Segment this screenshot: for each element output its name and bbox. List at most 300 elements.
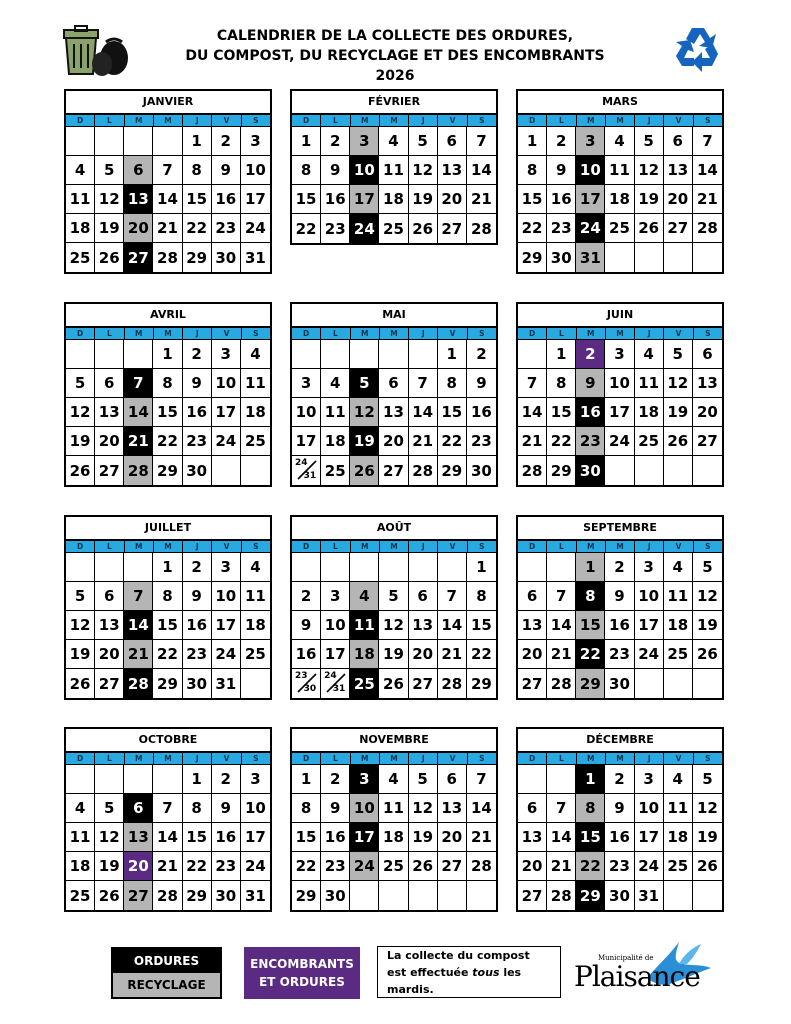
day-cell: 20: [438, 823, 467, 852]
day-cell: 3: [350, 765, 379, 794]
page-title: [170, 26, 620, 86]
weekday-label: L: [321, 328, 350, 339]
day-cell: 2: [292, 582, 321, 611]
day-cell: 1: [518, 127, 547, 156]
day-cell: 9: [605, 794, 634, 823]
weekday-label: J: [409, 541, 438, 552]
day-cell: 2: [321, 765, 350, 794]
day-cell: 3: [635, 553, 664, 582]
day-cell: 9: [321, 794, 350, 823]
day-cell: 21: [153, 852, 182, 881]
empty-cell: [379, 881, 408, 910]
compost-note: [377, 946, 561, 998]
weekday-label: S: [479, 116, 485, 125]
day-cell: 3: [321, 582, 350, 611]
day-cell: 5: [693, 553, 722, 582]
day-cell: 29: [292, 881, 321, 910]
day-cell: 7: [518, 369, 547, 398]
day-cell: 31: [576, 243, 605, 272]
day-cell: 12: [66, 611, 95, 640]
day-cell: 18: [241, 398, 270, 427]
day-cell: 2: [212, 127, 241, 156]
day-grid: [66, 127, 270, 272]
day-cell: 5: [350, 369, 379, 398]
weekday-header: [66, 753, 270, 765]
day-cell: 24: [241, 852, 270, 881]
day-cell: 10: [350, 156, 379, 185]
day-cell: 17: [321, 640, 350, 669]
weekday-label: J: [183, 541, 212, 552]
month-7: [64, 515, 272, 700]
day-cell: 18: [66, 214, 95, 243]
day-cell: 16: [212, 185, 241, 214]
day-cell: 12: [635, 156, 664, 185]
day-cell: 17: [635, 611, 664, 640]
empty-cell: [95, 127, 124, 156]
day-cell: 28: [153, 881, 182, 910]
day-cell: 1: [576, 553, 605, 582]
month-name: JUILLET: [66, 517, 270, 541]
empty-cell: [212, 456, 241, 485]
day-cell: 23: [605, 640, 634, 669]
weekday-label: J: [409, 115, 438, 126]
day-cell: 18: [664, 611, 693, 640]
day-cell: 10: [321, 611, 350, 640]
day-cell: 7: [467, 127, 496, 156]
weekday-label: L: [95, 541, 124, 552]
day-grid: [66, 765, 270, 910]
weekday-label: J: [635, 541, 664, 552]
day-cell: 21: [693, 185, 722, 214]
empty-cell: [518, 340, 547, 369]
day-cell: 21: [409, 427, 438, 456]
day-cell: 11: [664, 582, 693, 611]
day-cell: 15: [438, 398, 467, 427]
day-cell: 9: [212, 156, 241, 185]
day-cell: 21: [153, 214, 182, 243]
empty-cell: [292, 340, 321, 369]
weekday-label: D: [66, 541, 95, 552]
weekday-label: D: [66, 753, 95, 764]
day-cell: 6: [693, 340, 722, 369]
day-cell: 30: [605, 669, 634, 698]
day-cell: 8: [576, 582, 605, 611]
weekday-label: M: [154, 328, 183, 339]
weekday-label: J: [183, 328, 212, 339]
day-cell: 28: [409, 456, 438, 485]
day-cell: 4: [379, 765, 408, 794]
day-cell: 22: [153, 640, 182, 669]
day-cell: 26: [95, 243, 124, 272]
compost-note-text-a: est effectuée: [387, 965, 473, 979]
weekday-label: M: [577, 115, 606, 126]
month-8: [290, 515, 498, 700]
weekday-label: M: [606, 115, 635, 126]
day-cell: 21: [124, 640, 153, 669]
day-cell: 20: [379, 427, 408, 456]
weekday-label: V: [212, 115, 241, 126]
day-cell: 1: [547, 340, 576, 369]
day-cell: 12: [95, 823, 124, 852]
day-cell: 3: [241, 765, 270, 794]
day-cell: 12: [664, 369, 693, 398]
day-cell: 27: [664, 214, 693, 243]
day-cell: 22: [547, 427, 576, 456]
weekday-label: M: [380, 541, 409, 552]
empty-cell: [664, 881, 693, 910]
day-cell: 1: [292, 127, 321, 156]
day-cell: 26: [693, 852, 722, 881]
day-cell: 13: [379, 398, 408, 427]
day-cell: 19: [66, 427, 95, 456]
day-cell: 20: [438, 185, 467, 214]
day-cell: 24: [350, 852, 379, 881]
day-cell: 18: [350, 640, 379, 669]
trash-bin-icon: [56, 20, 136, 78]
day-cell: 20: [518, 640, 547, 669]
day-cell: 5: [66, 369, 95, 398]
day-cell: 23: [183, 427, 212, 456]
weekday-label: V: [438, 328, 467, 339]
day-cell: 18: [635, 398, 664, 427]
day-cell: 17: [350, 823, 379, 852]
day-cell: 4: [321, 369, 350, 398]
day-cell: 2: [212, 765, 241, 794]
weekday-label: M: [380, 115, 409, 126]
day-cell: 16: [183, 398, 212, 427]
day-cell: 25: [664, 640, 693, 669]
day-cell: 18: [379, 823, 408, 852]
weekday-label: V: [664, 328, 693, 339]
day-cell: 30: [321, 881, 350, 910]
weekday-header: [292, 115, 496, 127]
title-line-2: DU COMPOST, DU RECYCLAGE ET DES ENCOMBRANTS 2026: [185, 48, 605, 84]
weekday-header: [66, 115, 270, 127]
day-cell: 24: [635, 852, 664, 881]
day-cell: 25: [321, 456, 350, 485]
empty-cell: [693, 456, 722, 485]
day-cell: 20: [409, 640, 438, 669]
compost-note-line-1: La collecte du compost: [387, 948, 530, 962]
weekday-label: M: [577, 328, 606, 339]
day-cell: 4: [66, 794, 95, 823]
day-cell: 8: [518, 156, 547, 185]
day-cell: 19: [350, 427, 379, 456]
day-cell: 16: [321, 185, 350, 214]
empty-cell: [66, 765, 95, 794]
day-cell: 17: [212, 611, 241, 640]
day-cell: 18: [605, 185, 634, 214]
empty-cell: [438, 553, 467, 582]
day-cell: 15: [576, 611, 605, 640]
day-cell: 7: [153, 156, 182, 185]
day-cell: 29: [153, 669, 182, 698]
day-cell: 14: [467, 156, 496, 185]
weekday-label: M: [125, 115, 154, 126]
day-cell: 19: [95, 214, 124, 243]
day-cell: 25: [66, 881, 95, 910]
weekday-label: J: [183, 753, 212, 764]
weekday-label: M: [577, 541, 606, 552]
weekday-label: L: [321, 115, 350, 126]
day-cell: 20: [693, 398, 722, 427]
day-cell: 24: [576, 214, 605, 243]
weekday-label: L: [547, 115, 576, 126]
day-cell: 10: [241, 794, 270, 823]
weekday-label: L: [547, 328, 576, 339]
day-cell: 18: [66, 852, 95, 881]
month-1: [64, 89, 272, 274]
day-cell: 16: [605, 611, 634, 640]
day-cell: 27: [438, 852, 467, 881]
day-cell: 6: [409, 582, 438, 611]
day-cell: 30: [576, 456, 605, 485]
day-cell: 7: [124, 582, 153, 611]
weekday-label: J: [635, 328, 664, 339]
day-cell: 11: [66, 185, 95, 214]
empty-cell: [635, 669, 664, 698]
month-2: [290, 89, 498, 245]
weekday-label: M: [125, 753, 154, 764]
weekday-label: V: [212, 541, 241, 552]
day-cell: 16: [212, 823, 241, 852]
empty-cell: [241, 669, 270, 698]
day-cell: 13: [518, 611, 547, 640]
empty-cell: [693, 243, 722, 272]
day-cell: 23: [212, 852, 241, 881]
weekday-header: [518, 115, 722, 127]
empty-cell: [664, 456, 693, 485]
empty-cell: [321, 553, 350, 582]
weekday-label: D: [292, 115, 321, 126]
day-cell: 14: [124, 611, 153, 640]
day-cell: 9: [183, 369, 212, 398]
day-cell: 20: [124, 214, 153, 243]
weekday-label: V: [438, 753, 467, 764]
empty-cell: [605, 243, 634, 272]
day-cell: 12: [95, 185, 124, 214]
day-cell: 29: [183, 881, 212, 910]
day-cell: 3: [292, 369, 321, 398]
day-cell: 14: [693, 156, 722, 185]
empty-cell: [124, 127, 153, 156]
day-cell: 22: [438, 427, 467, 456]
empty-cell: [409, 881, 438, 910]
day-cell: 24: [350, 214, 379, 243]
day-cell: 3: [350, 127, 379, 156]
day-cell: 25: [379, 214, 408, 243]
day-cell: 11: [379, 794, 408, 823]
weekday-header: [66, 541, 270, 553]
legend-encombrants-line-1: ENCOMBRANTS: [250, 957, 354, 971]
weekday-label: M: [351, 115, 380, 126]
compost-note-line-2: [387, 964, 560, 998]
day-cell: 26: [664, 427, 693, 456]
day-cell: 6: [95, 369, 124, 398]
day-cell: 6: [664, 127, 693, 156]
day-cell: 12: [409, 156, 438, 185]
day-cell: 6: [518, 794, 547, 823]
day-cell: 19: [693, 823, 722, 852]
day-cell: 31: [244, 248, 266, 267]
day-cell: 21: [547, 640, 576, 669]
day-cell: 18: [241, 611, 270, 640]
day-cell: 7: [467, 765, 496, 794]
day-cell: 4: [664, 553, 693, 582]
day-cell: 28: [124, 456, 153, 485]
day-cell: 30: [212, 881, 241, 910]
day-cell: 27: [518, 669, 547, 698]
day-cell: 19: [95, 852, 124, 881]
day-cell: 16: [605, 823, 634, 852]
weekday-label: V: [664, 753, 693, 764]
weekday-label: J: [635, 115, 664, 126]
day-cell: 3: [576, 127, 605, 156]
month-3: [516, 89, 724, 274]
empty-cell: [95, 553, 124, 582]
day-cell: 13: [664, 156, 693, 185]
legend-recyclage: RECYCLAGE: [113, 973, 220, 997]
day-cell: 12: [350, 398, 379, 427]
day-cell: 19: [664, 398, 693, 427]
day-cell: 29: [518, 243, 547, 272]
day-cell: 3: [635, 765, 664, 794]
day-cell: 6: [438, 765, 467, 794]
day-cell: 28: [547, 881, 576, 910]
day-cell: 11: [350, 611, 379, 640]
day-cell: 24: [635, 640, 664, 669]
day-cell: 22: [576, 852, 605, 881]
day-cell: 25: [241, 640, 270, 669]
day-cell: 27: [438, 214, 467, 243]
month-5: [290, 302, 498, 487]
empty-cell: [693, 881, 722, 910]
empty-cell: [379, 553, 408, 582]
month-4: [64, 302, 272, 487]
day-cell: 15: [153, 398, 182, 427]
day-cell: 11: [605, 156, 634, 185]
weekday-label: M: [154, 541, 183, 552]
weekday-label: S: [705, 754, 711, 763]
legend-encombrants: [244, 947, 360, 999]
day-cell: 12: [693, 794, 722, 823]
day-cell: 26: [635, 214, 664, 243]
day-cell: 23: [605, 852, 634, 881]
weekday-label: M: [380, 753, 409, 764]
day-cell: 1: [153, 553, 182, 582]
day-cell: 9: [605, 582, 634, 611]
day-cell: 23: [547, 214, 576, 243]
empty-cell: [66, 127, 95, 156]
empty-cell: [292, 553, 321, 582]
weekday-label: S: [253, 754, 259, 763]
title-line-1: CALENDRIER DE LA COLLECTE DES ORDURES,: [216, 28, 574, 44]
day-cell: 12: [409, 794, 438, 823]
day-cell: 26: [409, 852, 438, 881]
day-cell: 2: [576, 340, 605, 369]
empty-cell: [518, 553, 547, 582]
day-cell: 6: [95, 582, 124, 611]
weekday-label: L: [95, 328, 124, 339]
day-cell: 24: [605, 427, 634, 456]
weekday-label: M: [351, 328, 380, 339]
weekday-header: [292, 328, 496, 340]
day-cell: 1: [153, 340, 182, 369]
day-cell: 25: [66, 243, 95, 272]
day-cell: 7: [547, 794, 576, 823]
weekday-label: M: [351, 753, 380, 764]
day-cell: 8: [576, 794, 605, 823]
day-cell: 9: [321, 156, 350, 185]
weekday-header: [292, 541, 496, 553]
day-cell: 15: [292, 185, 321, 214]
empty-cell: [379, 340, 408, 369]
weekday-label: M: [125, 541, 154, 552]
weekday-label: S: [253, 116, 259, 125]
day-number: 31: [303, 471, 317, 481]
empty-cell: [66, 553, 95, 582]
day-cell: 9: [292, 611, 321, 640]
day-grid: [66, 340, 270, 485]
day-cell: 5: [635, 127, 664, 156]
day-cell: 11: [241, 369, 270, 398]
day-cell: 15: [292, 823, 321, 852]
day-cell: 7: [438, 582, 467, 611]
day-number: 24: [324, 671, 337, 681]
weekday-label: S: [705, 329, 711, 338]
day-cell: 16: [576, 398, 605, 427]
day-cell: 29: [547, 456, 576, 485]
day-grid: [518, 765, 722, 910]
day-number: 30: [303, 684, 317, 694]
day-cell: 27: [693, 427, 722, 456]
day-cell: 4: [350, 582, 379, 611]
day-cell: 15: [153, 611, 182, 640]
empty-cell: [635, 243, 664, 272]
weekday-label: D: [518, 328, 547, 339]
day-cell: 29: [470, 674, 492, 693]
empty-cell: [693, 669, 722, 698]
day-cell: 19: [66, 640, 95, 669]
day-cell: 24: [241, 214, 270, 243]
day-cell: 10: [350, 794, 379, 823]
day-cell: 28: [693, 214, 722, 243]
month-name: AVRIL: [66, 304, 270, 328]
day-grid: [292, 553, 496, 698]
day-cell: 11: [241, 582, 270, 611]
day-cell: 11: [66, 823, 95, 852]
day-cell: 15: [576, 823, 605, 852]
day-grid: [292, 127, 496, 243]
day-cell: 1: [183, 765, 212, 794]
day-cell: 8: [547, 369, 576, 398]
day-cell: 29: [576, 881, 605, 910]
day-cell: 4: [241, 340, 270, 369]
day-cell: 1: [292, 765, 321, 794]
day-grid: [518, 127, 722, 272]
month-9: [516, 515, 724, 700]
day-cell: 7: [693, 127, 722, 156]
day-cell: 27: [518, 881, 547, 910]
empty-cell: [438, 881, 467, 910]
weekday-label: S: [705, 116, 711, 125]
month-name: MARS: [518, 91, 722, 115]
day-cell: 14: [153, 823, 182, 852]
day-cell: 22: [467, 640, 496, 669]
month-11: [290, 727, 498, 912]
day-cell: 27: [124, 243, 153, 272]
day-cell: 17: [635, 823, 664, 852]
